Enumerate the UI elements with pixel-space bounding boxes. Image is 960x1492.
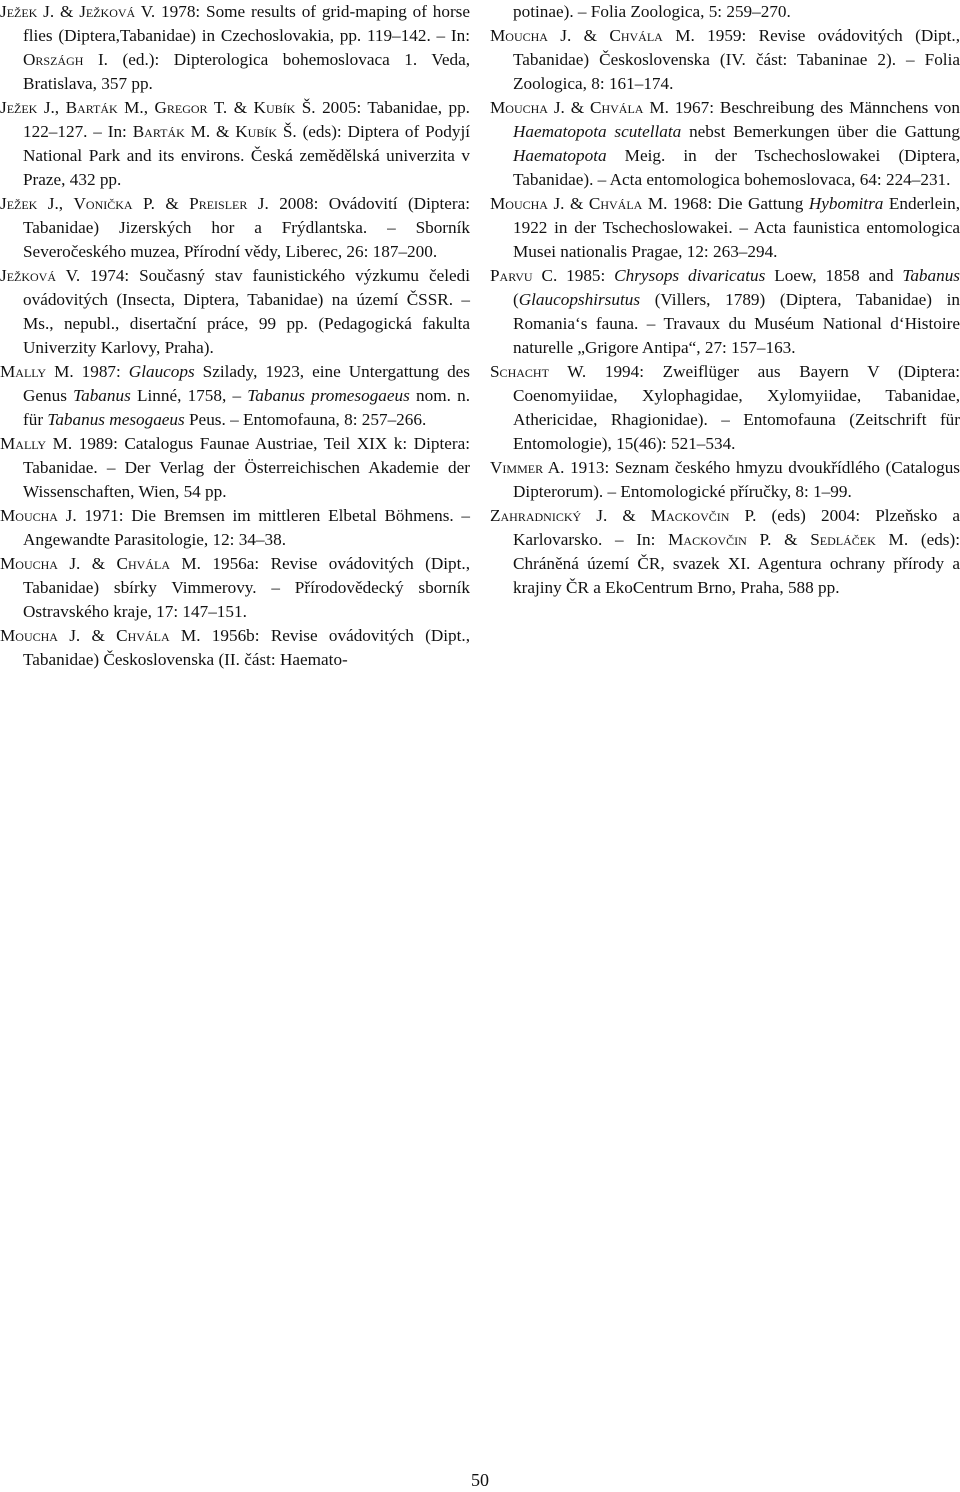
- taxon-name: Tabanus: [902, 266, 960, 285]
- reference-text: J. &: [57, 626, 117, 645]
- reference-text: Š. (eds): Diptera of Podyjí National Park and its environs. Česká zemědělská univerzita v Praze, 432 pp.: [23, 122, 470, 189]
- reference-text: T. &: [207, 98, 254, 117]
- reference-text: M. 1956b: Revise ovádovitých (Dipt., Tabanidae) Československa (II. část: Haemato-: [23, 626, 470, 669]
- author-name: Preisler: [189, 194, 248, 213]
- reference-entry: [0, 624, 470, 672]
- reference-entry: [0, 552, 470, 624]
- author-name: Moucha: [490, 194, 548, 213]
- author-name: Parvu: [490, 266, 533, 285]
- reference-text: C. 1985:: [532, 266, 615, 285]
- reference-entry-continuation: potinae). – Folia Zoologica, 5: 259–270.: [513, 2, 791, 21]
- taxon-name: Tabanus: [73, 386, 131, 405]
- taxon-name: Glaucops: [518, 290, 585, 309]
- author-name: Chvála: [609, 26, 663, 45]
- reference-text: nebst Bemerkungen über die Gattung: [681, 122, 960, 141]
- reference-text: J. &: [547, 26, 610, 45]
- reference-text: M. 1968: Die Gattung: [642, 194, 809, 213]
- author-name: Kubík: [235, 122, 278, 141]
- reference-text: (Villers, 1789) (Diptera, Tabanidae) in Romania‘s fauna. – Travaux du Muséum National d‘Histoire naturelle „Grigore Antipa“, 27: 157–163.: [513, 290, 960, 357]
- reference-text: Š. 2005: Tabanidae, pp. 122–127. – In:: [23, 98, 470, 141]
- author-name: Kubík: [253, 98, 296, 117]
- reference-text: M. 1987:: [46, 362, 129, 381]
- taxon-name: Hybomitra: [808, 194, 884, 213]
- author-name: Országh: [23, 50, 84, 69]
- reference-text: J. &: [37, 2, 80, 21]
- author-name: Chvála: [116, 626, 170, 645]
- reference-text: M. (eds): Chráněná území ČR, svazek XI. Agentura ochrany přírody a krajiny ČR a EkoCentrum Brno, Praha, 588 pp.: [513, 530, 960, 597]
- reference-entry: [0, 192, 470, 264]
- author-name: Moucha: [0, 506, 58, 525]
- reference-entry: [0, 432, 470, 504]
- reference-text: M. 1967: Beschreibung des Männchens von: [643, 98, 960, 117]
- author-name: Barták: [132, 122, 185, 141]
- reference-entry: [490, 96, 960, 192]
- author-name: Moucha: [0, 626, 58, 645]
- taxon-name: hirsutus: [584, 290, 641, 309]
- reference-column-right: [490, 0, 960, 600]
- author-name: Ježková: [79, 2, 136, 21]
- reference-text: J. 1971: Die Bremsen im mittleren Elbetal Böhmens. – Angewandte Parasitologie, 12: 34–38.: [23, 506, 470, 549]
- reference-text: (: [513, 290, 519, 309]
- reference-text: V. 1974: Současný stav faunistického výzkumu čeledi ovádovitých (Insecta, Diptera, Tabanidae) na území ČSSR. – Ms., nepubl., disertační práce, 99 pp. (Pedagogická fakulta Univerzity Karlovy, Praha).: [23, 266, 470, 357]
- reference-text: Peus. – Entomofauna, 8: 257–266.: [184, 410, 427, 429]
- page-number: 50: [471, 1470, 489, 1490]
- author-name: Mally: [0, 362, 47, 381]
- reference-text: Szilady, 1923, eine Untergattung des Genus: [23, 362, 470, 405]
- author-name: Ježek: [0, 2, 38, 21]
- reference-text: M. 1989: Catalogus Faunae Austriae, Teil XIX k: Diptera: Tabanidae. – Der Verlag der Österreichischen Akademie der Wissenschaften, Wien, 54 pp.: [23, 434, 470, 501]
- reference-text: P. (eds) 2004: Plzeňsko a Karlovarsko. – In:: [513, 506, 960, 549]
- author-name: Chvála: [116, 554, 170, 573]
- author-name: Zahradnický: [490, 506, 582, 525]
- reference-text: A. 1913: Seznam českého hmyzu dvoukřídlého (Catalogus Dipterorum). – Entomologické příručky, 8: 1–99.: [513, 458, 960, 501]
- reference-text: J.,: [37, 98, 66, 117]
- reference-text: J.,: [37, 194, 74, 213]
- reference-text: nom. n. für: [23, 386, 470, 429]
- reference-text: J. &: [547, 98, 590, 117]
- reference-text: M. &: [184, 122, 236, 141]
- taxon-name: Glaucops: [128, 362, 195, 381]
- author-name: Vonička: [73, 194, 133, 213]
- reference-text: P. &: [132, 194, 190, 213]
- reference-text: W. 1994: Zweiflüger aus Bayern V (Diptera: Coenomyiidae, Xylophagidae, Xylomyiidae, Tabanidae, Athericidae, Rhagionidae). – Entomofauna (Zeitschrift für Entomologie), 15(46): 521–534.: [513, 362, 960, 453]
- reference-entry: [0, 96, 470, 192]
- reference-entry: [0, 0, 470, 96]
- author-name: Chvála: [590, 98, 644, 117]
- author-name: Moucha: [490, 98, 548, 117]
- reference-entry: [490, 504, 960, 600]
- author-name: Chvála: [588, 194, 643, 213]
- author-name: Schacht: [490, 362, 549, 381]
- taxon-name: Haematopota scutellata: [513, 122, 682, 141]
- taxon-name: Haematopota: [513, 146, 607, 165]
- reference-text: M. 1956a: Revise ovádovitých (Dipt., Tabanidae) sbírky Vimmerovy. – Přírodovědecký sborník Ostravského kraje, 17: 147–151.: [23, 554, 470, 621]
- reference-entry: [490, 456, 960, 504]
- author-name: Ježek: [0, 98, 38, 117]
- reference-entry: [490, 192, 960, 264]
- author-name: Gregor: [154, 98, 208, 117]
- author-name: Sedláček: [810, 530, 876, 549]
- author-name: Moucha: [0, 554, 58, 573]
- reference-entry: [0, 360, 470, 432]
- taxon-name: Chrysops divaricatus: [614, 266, 766, 285]
- reference-text: J. 2008: Ovádovití (Diptera: Tabanidae) Jizerských hor a Frýdlantska. – Sborník Severočeského muzea, Přírodní vědy, Liberec, 26: 187–200.: [23, 194, 470, 261]
- reference-text: Enderlein, 1922 in der Tschechoslowakei. – Acta faunistica entomologica Musei nationalis Pragae, 12: 263–294.: [513, 194, 960, 261]
- reference-text: P. &: [746, 530, 811, 549]
- reference-text: I. (ed.): Dipterologica bohemoslovaca 1. Veda, Bratislava, 357 pp.: [23, 50, 470, 93]
- reference-text: V. 1978: Some results of grid-maping of horse flies (Diptera,Tabanidae) in Czechoslovakia, pp. 119–142. – In:: [23, 2, 471, 45]
- author-name: Mackovčin: [668, 530, 747, 549]
- reference-entry: [490, 360, 960, 456]
- author-name: Moucha: [490, 26, 548, 45]
- taxon-name: Tabanus promesogaeus: [247, 386, 410, 405]
- author-name: Mally: [0, 434, 47, 453]
- reference-text: M. 1959: Revise ovádovitých (Dipt., Tabanidae) Československa (IV. část: Tabaninae 2). – Folia Zoologica, 8: 161–174.: [513, 26, 960, 93]
- reference-entry: [0, 264, 470, 360]
- taxon-name: Tabanus mesogaeus: [47, 410, 185, 429]
- reference-text: J. &: [581, 506, 651, 525]
- reference-entry: [490, 24, 960, 96]
- reference-text: Loew, 1858 and: [765, 266, 903, 285]
- reference-text: Meig. in der Tschechoslowakei (Diptera, Tabanidae). – Acta entomologica bohemoslovaca, 64: 224–231.: [513, 146, 960, 189]
- author-name: Mackovčin: [650, 506, 730, 525]
- author-name: Ježek: [0, 194, 38, 213]
- reference-column-left: [0, 0, 470, 672]
- author-name: Barták: [65, 98, 118, 117]
- reference-text: Linné, 1758, –: [130, 386, 248, 405]
- reference-text: J. &: [57, 554, 117, 573]
- reference-text: J. &: [547, 194, 589, 213]
- author-name: Ježková: [0, 266, 57, 285]
- reference-entry: [490, 264, 960, 360]
- reference-entry: [0, 504, 470, 552]
- author-name: Vimmer: [490, 458, 544, 477]
- reference-text: M.,: [117, 98, 155, 117]
